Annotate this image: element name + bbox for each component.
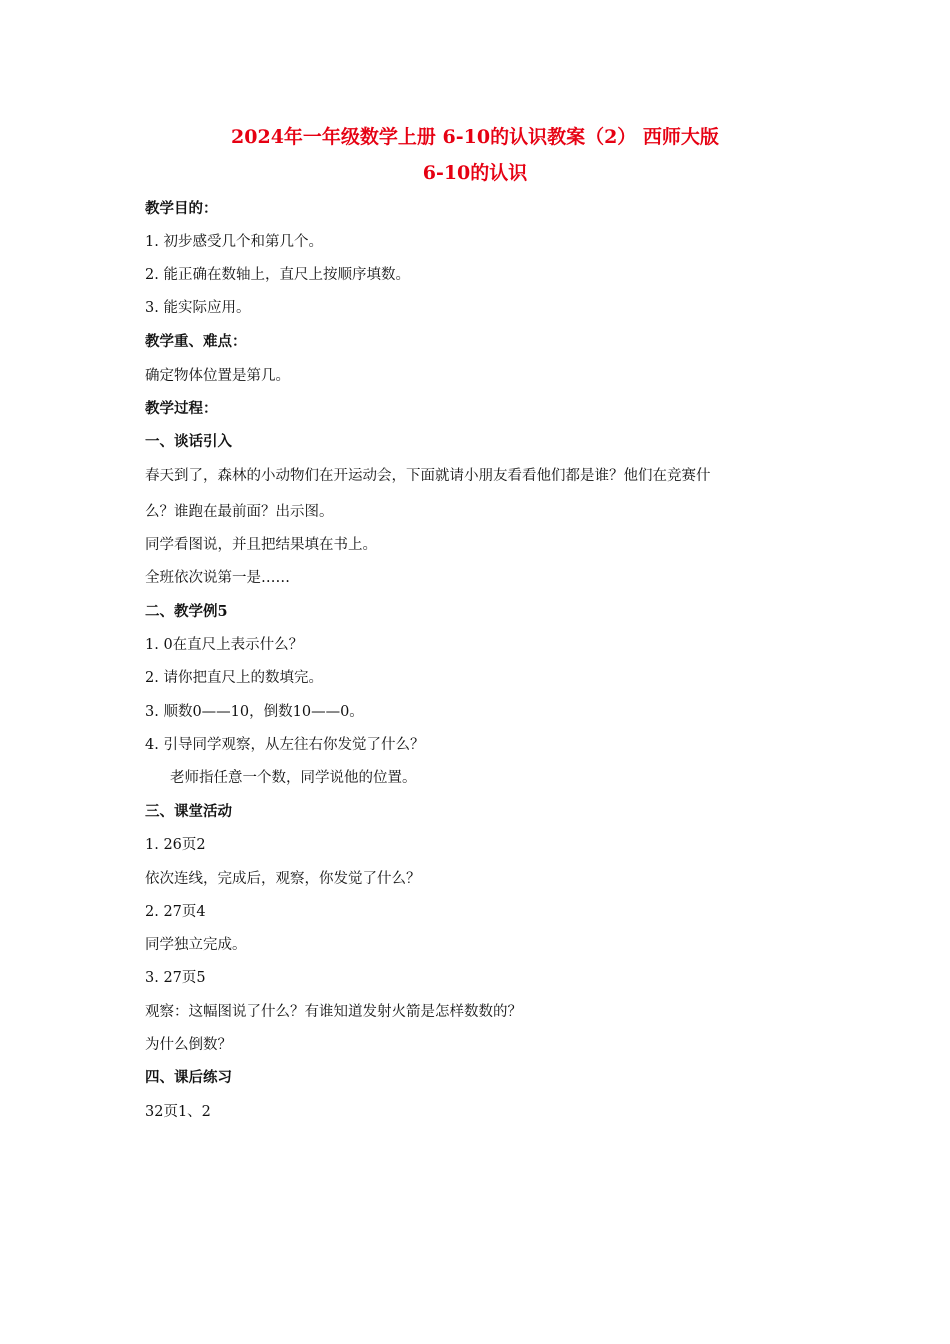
section-heading-objectives: 教学目的： (145, 200, 218, 217)
section-heading-homework: 四、课后练习 (145, 1069, 232, 1086)
paragraph-line: 同学独立完成。 (145, 937, 247, 953)
document-subtitle: 6-10的认识 (422, 162, 528, 184)
list-item: 1. 26页2 (145, 837, 206, 853)
list-item: 1. 0在直尺上表示什么？ (145, 637, 304, 653)
paragraph-line: 依次连线，完成后，观察，你发觉了什么？ (145, 871, 421, 887)
list-item: 3. 27页5 (145, 970, 206, 986)
objective-item-3: 3. 能实际应用。 (145, 300, 251, 316)
key-point-text: 确定物体位置是第几。 (145, 368, 290, 384)
section-heading-key-points: 教学重、难点： (145, 333, 247, 350)
paragraph-line: 为什么倒数？ (145, 1037, 232, 1053)
list-item: 2. 请你把直尺上的数填完。 (145, 670, 323, 686)
objective-item-1: 1. 初步感受几个和第几个。 (145, 234, 323, 250)
section-heading-process: 教学过程： (145, 400, 218, 417)
paragraph-line: 春天到了，森林的小动物们在开运动会，下面就请小朋友看看他们都是谁？他们在竞赛什 (145, 468, 711, 484)
objective-item-2: 2. 能正确在数轴上，直尺上按顺序填数。 (145, 267, 410, 283)
list-item-note: 老师指任意一个数，同学说他的位置。 (170, 770, 417, 786)
paragraph-line: 么？谁跑在最前面？出示图。 (145, 504, 334, 520)
section-heading-activity: 三、课堂活动 (145, 803, 232, 820)
paragraph-line: 观察：这幅图说了什么？有谁知道发射火箭是怎样数数的？ (145, 1004, 522, 1020)
paragraph-line: 同学看图说，并且把结果填在书上。 (145, 537, 377, 553)
section-heading-intro: 一、谈话引入 (145, 433, 232, 450)
paragraph-line: 32页1、2 (145, 1104, 211, 1120)
paragraph-line: 全班依次说第一是…… (145, 570, 290, 586)
list-item: 4. 引导同学观察，从左往右你发觉了什么？ (145, 737, 425, 753)
list-item: 3. 顺数0——10，倒数10——0。 (145, 704, 364, 720)
section-heading-example: 二、教学例5 (145, 603, 228, 620)
document-title: 2024年一年级数学上册 6-10的认识教案（2） 西师大版 (231, 126, 719, 148)
list-item: 2. 27页4 (145, 904, 206, 920)
